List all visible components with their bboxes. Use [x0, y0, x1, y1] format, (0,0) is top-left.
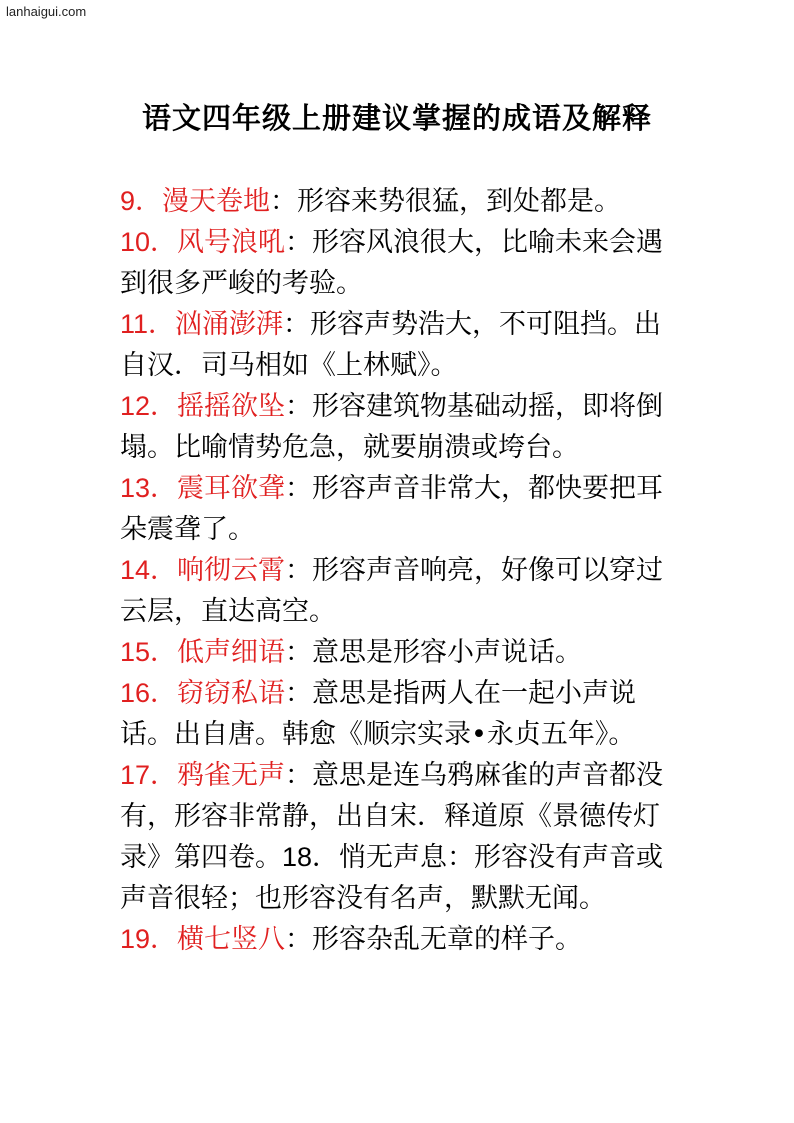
entry-number: 19． [120, 924, 178, 954]
entry-idiom: 风号浪吼 [177, 227, 286, 258]
page-title: 语文四年级上册建议掌握的成语及解释 [141, 101, 652, 135]
entry-idiom: 震耳欲聋 [177, 473, 286, 504]
entry-explanation: ：形容建筑物基础动摇，即将倒塌。比喻情势危急，就要崩溃或垮台。 [120, 391, 664, 463]
site-watermark: lanhaigui.com [6, 4, 87, 19]
idiom-list [120, 181, 680, 960]
entry-idiom: 漫天卷地 [162, 186, 271, 217]
list-item [120, 304, 680, 386]
entry-number: 15． [120, 637, 178, 667]
entry-number: 12． [120, 391, 178, 421]
entry-explanation: ：意思是连乌鸦麻雀的声音都没有，形容非常静，出自宋．释道原《景德传灯录》第四卷。 [120, 760, 664, 873]
entry-number: 14． [120, 555, 178, 585]
entry-idiom: 鸦雀无声 [177, 760, 286, 791]
entry-number-inline: 18． [282, 842, 340, 872]
entry-explanation: ：意思是指两人在一起小声说话。出自唐。韩愈《顺宗实录•永贞五年》。 [120, 678, 637, 750]
entry-idiom: 横七竖八 [177, 924, 286, 955]
list-item [120, 755, 680, 919]
entry-idiom: 摇摇欲坠 [177, 391, 286, 422]
entry-number: 17． [120, 760, 178, 790]
list-item [120, 181, 680, 222]
entry-number: 10． [120, 227, 178, 257]
list-item [120, 550, 680, 632]
entry-explanation: ：形容声音响亮，好像可以穿过云层，直达高空。 [120, 555, 664, 627]
entry-explanation: ：意思是形容小声说话。 [285, 637, 583, 668]
entry-number: 13． [120, 473, 178, 503]
entry-number: 16． [120, 678, 178, 708]
entry-number: 9． [120, 186, 163, 216]
list-item [120, 919, 680, 960]
entry-explanation: ：形容声势浩大，不可阻挡。出自汉．司马相如《上林赋》。 [120, 309, 662, 381]
list-item [120, 386, 680, 468]
list-item [120, 632, 680, 673]
entry-explanation: ：形容声音非常大，都快要把耳朵震聋了。 [120, 473, 664, 545]
entry-idiom: 汹涌澎湃 [175, 309, 284, 340]
entry-explanation: ：形容风浪很大，比喻未来会遇到很多严峻的考验。 [120, 227, 664, 299]
list-item [120, 222, 680, 304]
list-item [120, 673, 680, 755]
entry-explanation: ：形容杂乱无章的样子。 [285, 924, 583, 955]
entry-explanation: ：形容来势很猛，到处都是。 [270, 186, 622, 217]
entry-number: 11． [120, 309, 176, 339]
entry-idiom: 低声细语 [177, 637, 286, 668]
list-item [120, 468, 680, 550]
entry-idiom: 响彻云霄 [177, 555, 286, 586]
entry-idiom: 窃窃私语 [177, 678, 286, 709]
entry-explanation-inline: 悄无声息：形容没有声音或声音很轻；也形容没有名声，默默无闻。 [120, 842, 664, 914]
